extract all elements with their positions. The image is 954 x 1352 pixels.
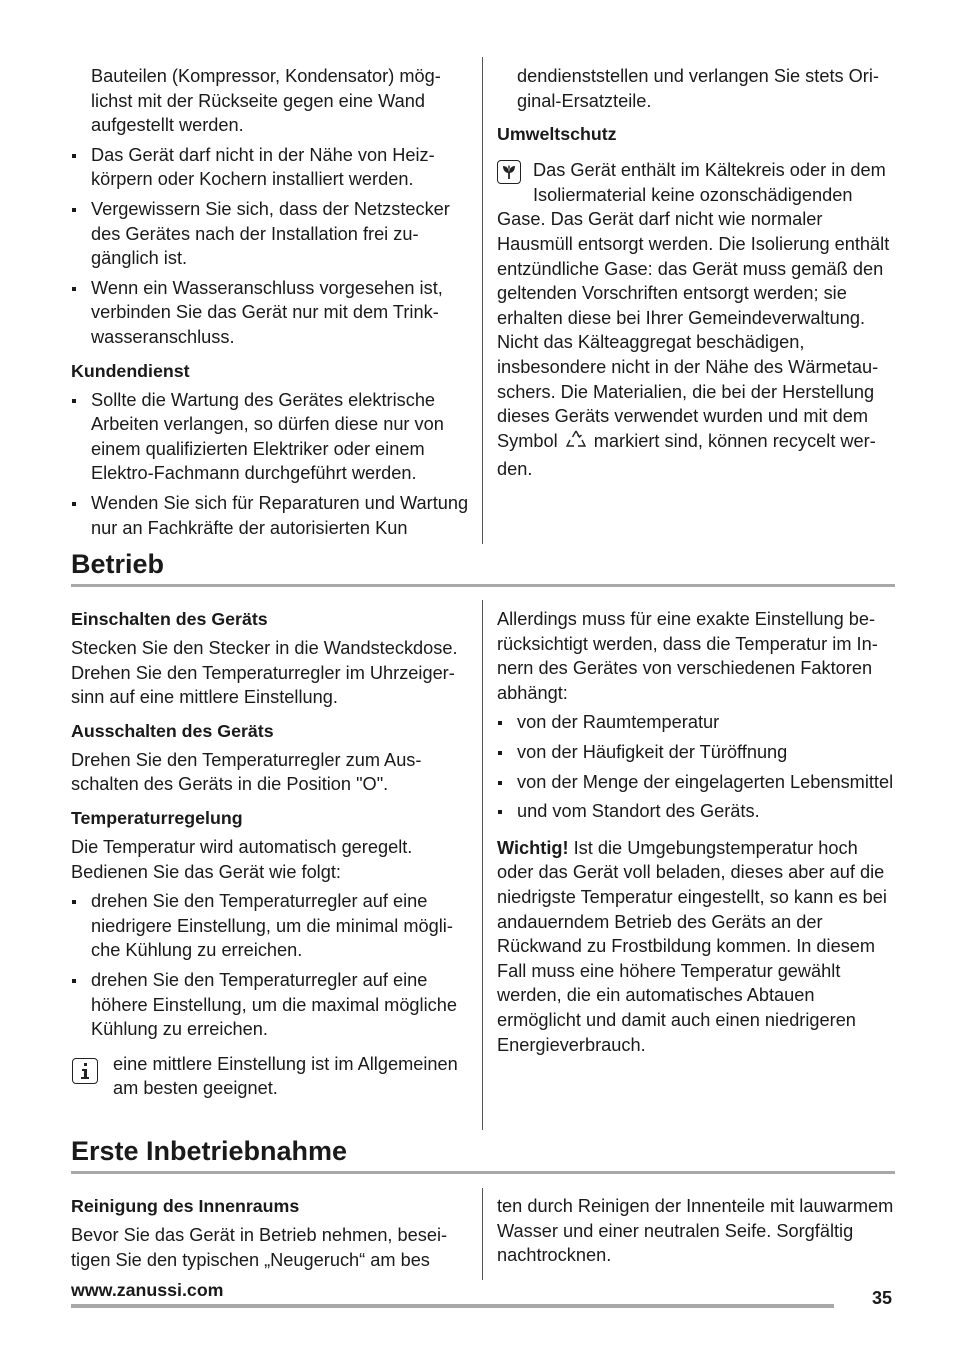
umweltschutz-block [497,158,897,482]
erste-left-column [71,1194,471,1272]
list-item: Wenn ein Wasseranschluss vorgesehen ist, verbinden Sie das Gerät nur mit dem Trinkwasseranschluss. [71,276,471,350]
list-item: Vergewissern Sie sich, dass der Netzstecker des Gerätes nach der Installation frei zugänglich ist. [71,197,471,271]
column-divider [482,600,483,1130]
list-item: drehen Sie den Temperaturregler auf eine niedrigere Einstellung, um die minimal mögliche Kühlung zu erreichen. [71,889,471,963]
section-rule [71,1171,895,1174]
erste-right-column [497,1194,897,1268]
umweltschutz-text: Das Gerät enthält im Kältekreis oder in dem Isoliermaterial keine ozonschädigenden Gase. Das Gerät darf nicht wie normaler Hausmüll entsorgt werden. Die Isolierung enthält entzündliche Gase: das Gerät muss gemäß den geltenden Vorschriften entsorgt werden; sie erhalten diese bei Ihrer Gemeindeverwaltung. Nicht das Kälteaggregat beschädigen, insbesondere nicht in der Nähe des Wärmetauschers. Die Materialien, die bei der Herstellung dieses Geräts verwendet wurden und mit dem Symbol [497,160,890,451]
section-title-betrieb: Betrieb [71,549,165,579]
environment-plant-icon [497,160,521,184]
wichtig-paragraph [497,836,897,1057]
list-item: Sollte die Wartung des Gerätes elektrische Arbeiten verlangen, so dürfen diese nur von einem qualifizierten Elektriker oder einem Elektro-Fachmann durchgeführt werden. [71,388,471,486]
intro-paragraph: Bauteilen (Kompressor, Kondensator) möglichst mit der Rückseite gegen eine Wand aufgestellt werden. [91,66,441,136]
kundendienst-bullet-list [71,388,471,541]
reinigung-paragraph-continued: ten durch Reinigen der Innenteile mit lauwarmem Wasser und einer neutralen Seife. Sorgfältig nachtrocknen. [497,1196,894,1266]
info-note [71,1052,471,1101]
list-item: von der Häufigkeit der Türöffnung [497,740,897,765]
list-item: von der Menge der eingelagerten Lebensmittel [497,770,897,795]
betrieb-right-column [497,607,897,1057]
ausschalten-paragraph: Drehen Sie den Temperaturregler zum Ausschalten des Geräts in die Position "O". [71,749,422,795]
list-item: Wenden Sie sich für Reparaturen und Wartung nur an Fachkräfte der autorisierten Kun [71,491,471,540]
list-item: drehen Sie den Temperaturregler auf eine höhere Einstellung, um die maximal mögliche Kühlung zu erreichen. [71,968,471,1042]
recycle-icon [565,429,587,458]
footer-rule [71,1304,834,1308]
temperaturregelung-heading: Temperaturregelung [71,807,243,828]
section-title-erste-inbetriebnahme: Erste Inbetriebnahme [71,1136,348,1166]
factors-intro: Allerdings muss für eine exakte Einstellung berücksichtigt werden, dass die Temperatur im Innern des Gerätes von verschiedenen Faktoren abhängt: [497,609,878,703]
list-item: von der Raumtemperatur [497,710,897,735]
section-rule [71,584,895,587]
factors-bullet-list [497,710,897,823]
info-icon [72,1058,98,1084]
umweltschutz-text-end: markiert sind, können recycelt werden. [497,430,876,480]
install-bullet-list [71,143,471,350]
wichtig-label: Wichtig! [497,837,569,858]
list-item: und vom Standort des Geräts. [497,799,897,824]
kundendienst-heading: Kundendienst [71,360,190,381]
wichtig-text: Ist die Umgebungstemperatur hoch oder das Gerät voll beladen, dieses aber auf die niedrigste Temperatur eingestellt, so kann es bei andauerndem Betrieb des Geräts an der Rückwand zu Frostbildung kommen. In diesem Fall muss eine höhere Temperatur gewählt werden, die ein automatisches Abtauen ermöglicht und damit auch einen niedrigeren Energieverbrauch. [497,837,887,1055]
column-divider [482,1188,483,1280]
betrieb-left-column [71,607,471,1101]
info-text: eine mittlere Einstellung ist im Allgemeinen am besten geeignet. [113,1053,458,1099]
umweltschutz-heading: Umweltschutz [497,124,617,145]
reinigung-heading: Reinigung des Innenraums [71,1196,300,1216]
top-left-column [71,64,471,540]
page-number: 35 [872,1288,893,1308]
einschalten-paragraph-1: Stecken Sie den Stecker in die Wandsteckdose. [71,638,458,658]
list-item: Das Gerät darf nicht in der Nähe von Heizkörpern oder Kochern installiert werden. [71,143,471,192]
temperaturregelung-bullet-list [71,889,471,1042]
reinigung-paragraph: Bevor Sie das Gerät in Betrieb nehmen, beseitigen Sie den typischen „Neugeruch“ am bes [71,1225,448,1270]
einschalten-heading: Einschalten des Geräts [71,609,268,629]
intro-paragraph: dendienststellen und verlangen Sie stets Original-Ersatzteile. [517,66,879,111]
top-right-column [497,64,897,482]
footer-website-link[interactable]: www.zanussi.com [71,1280,224,1300]
temperaturregelung-paragraph: Die Temperatur wird automatisch geregelt. Bedienen Sie das Gerät wie folgt: [71,836,413,882]
einschalten-paragraph-2: Drehen Sie den Temperaturregler im Uhrzeigersinn auf eine mittlere Einstellung. [71,662,455,708]
ausschalten-heading: Ausschalten des Geräts [71,720,274,741]
column-divider [482,57,483,544]
